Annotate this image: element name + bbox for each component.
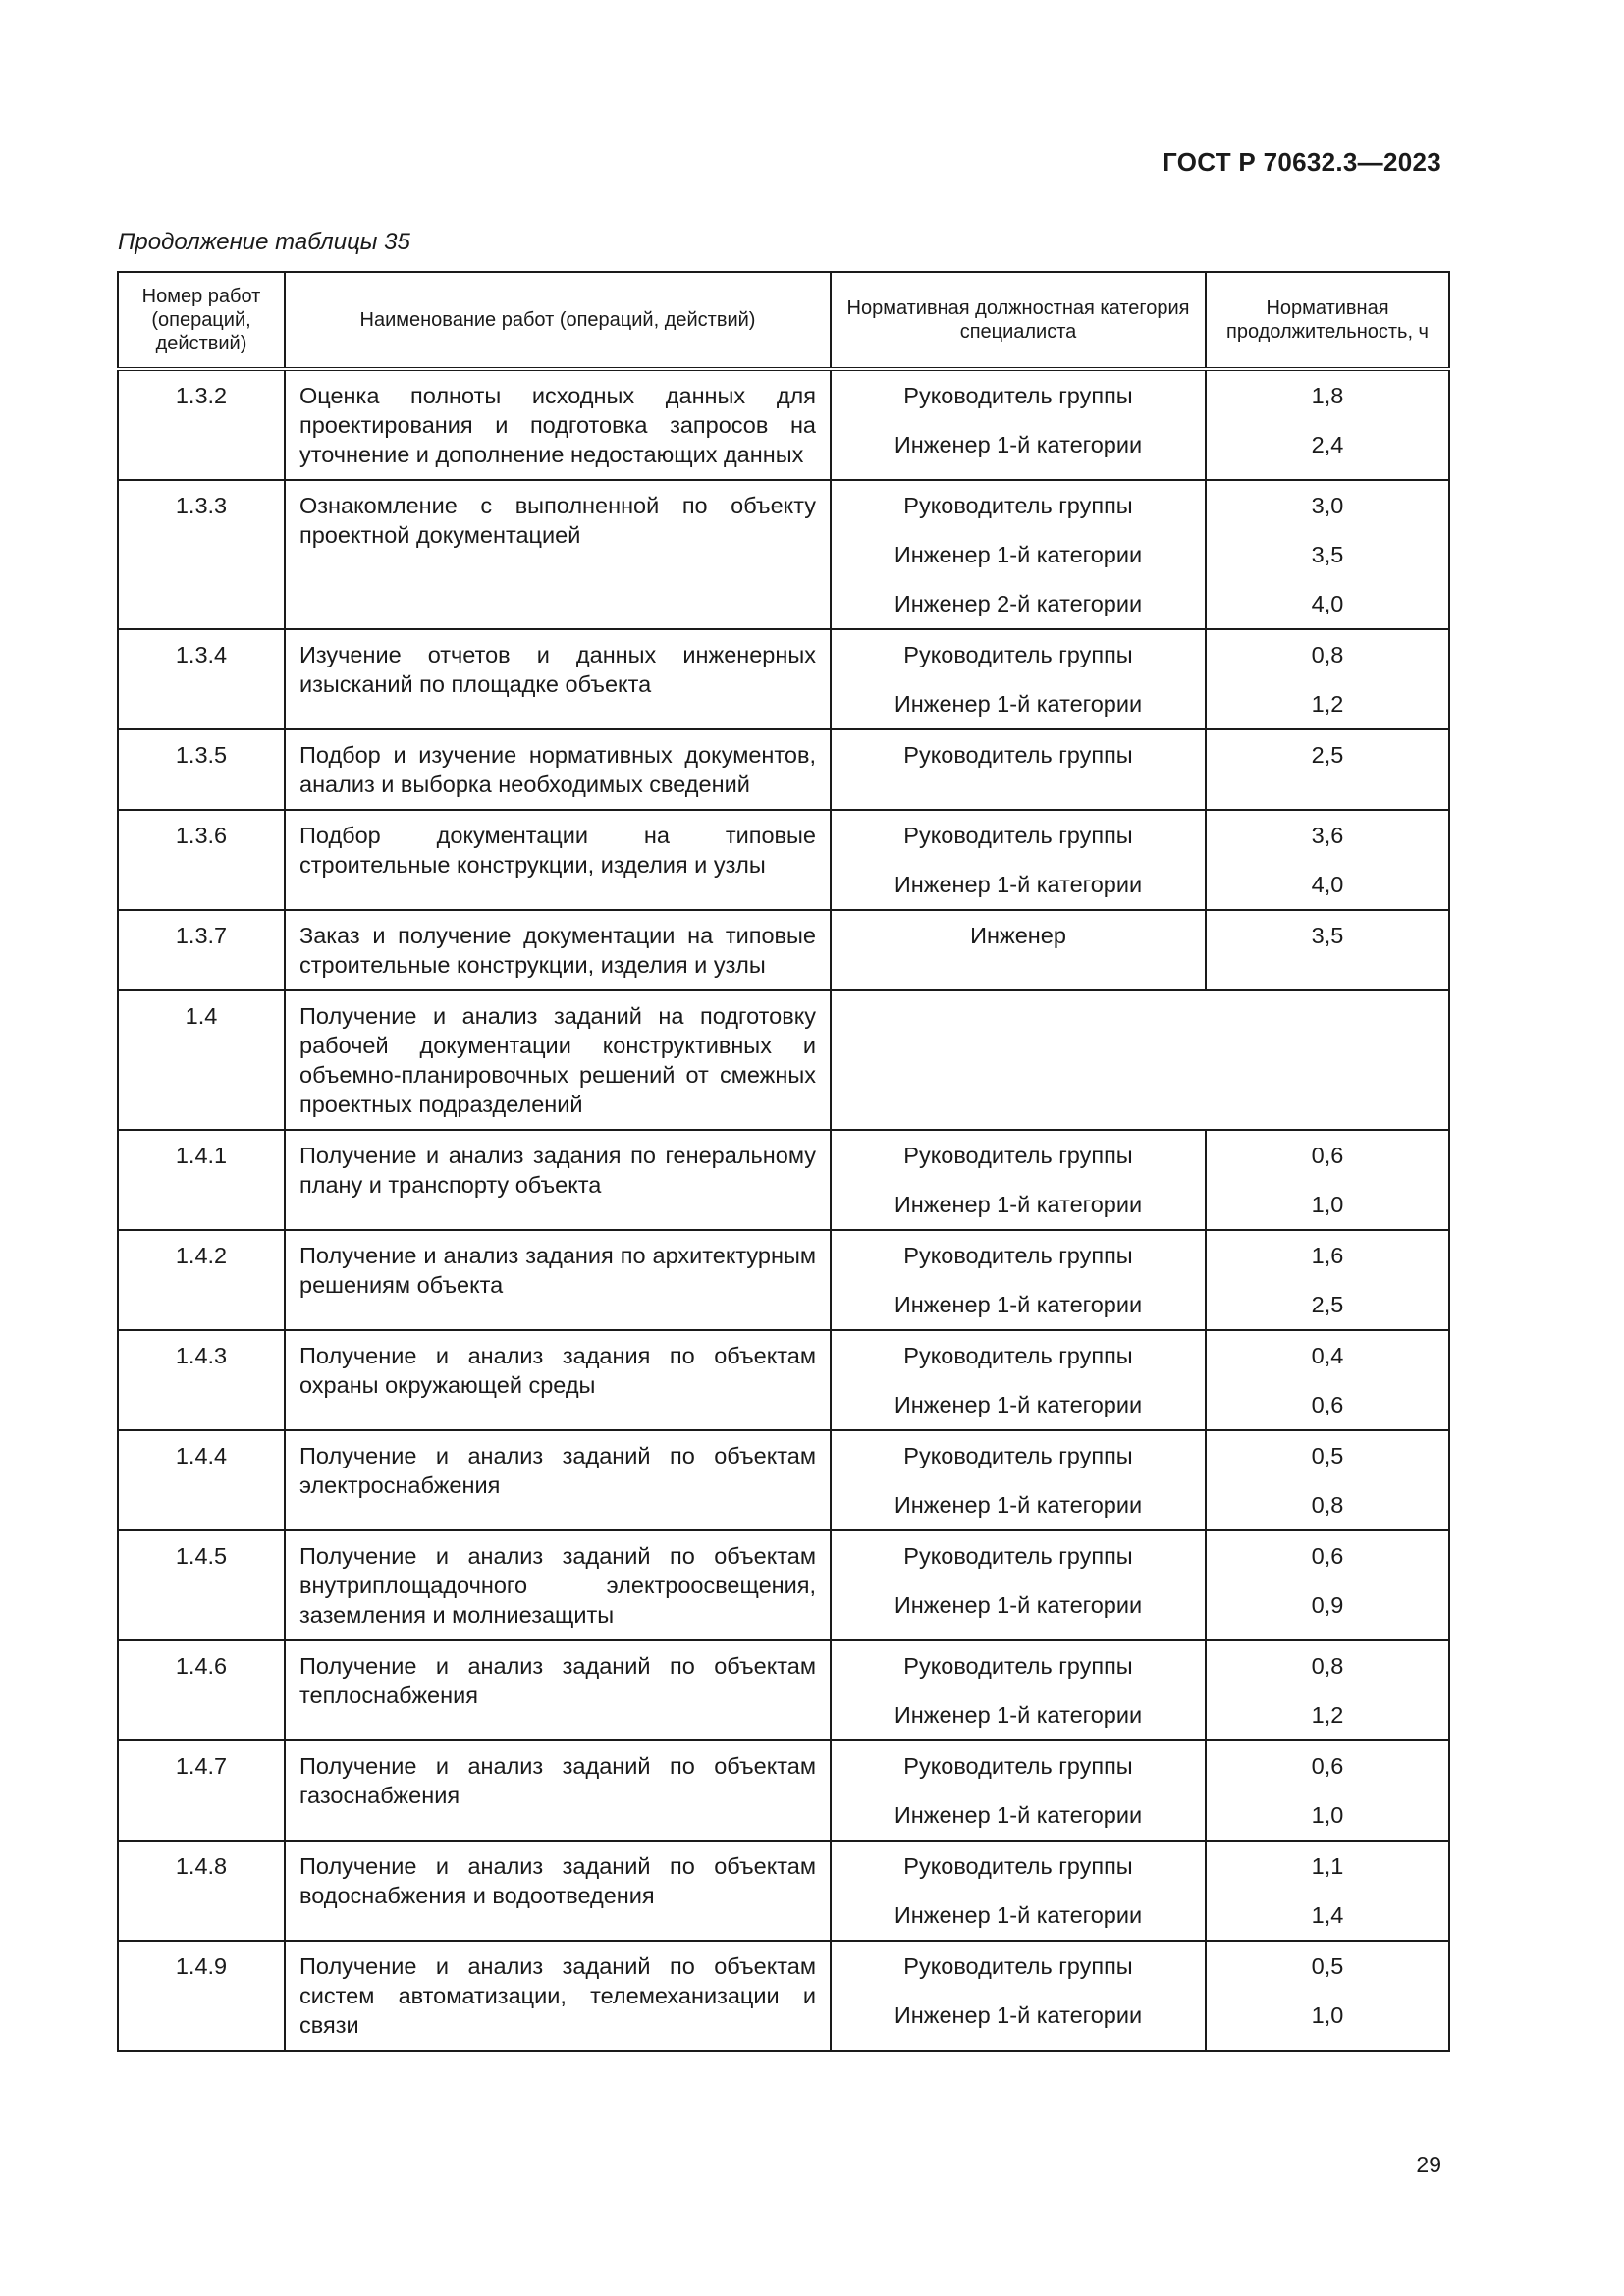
work-number: 1.3.3 [118, 480, 285, 629]
category-cell [831, 1640, 1206, 1740]
work-name: Получение и анализ заданий по объектам систем автоматизации, телемеханизации и связи [285, 1941, 831, 2051]
duration-value: 0,6 [1311, 1143, 1344, 1168]
table-row [118, 810, 1449, 910]
work-name: Получение и анализ заданий по объектам теплоснабжения [285, 1640, 831, 1740]
category-cell [831, 480, 1206, 629]
duration-value: 0,6 [1311, 1543, 1344, 1569]
duration-value: 4,0 [1311, 591, 1344, 616]
duration-cell [1206, 1430, 1449, 1530]
work-number: 1.4.1 [118, 1130, 285, 1230]
table-row [118, 1530, 1449, 1640]
category-cell [831, 1841, 1206, 1941]
work-name: Подбор документации на типовые строительные конструкции, изделия и узлы [285, 810, 831, 910]
duration-value: 1,0 [1311, 2002, 1344, 2028]
duration-value: 2,5 [1311, 1292, 1344, 1317]
duration-cell [1206, 1530, 1449, 1640]
table-row [118, 629, 1449, 729]
work-name: Оценка полноты исходных данных для проектирования и подготовка запросов на уточнение и дополнение недостающих данных [285, 369, 831, 480]
category-cell [831, 1430, 1206, 1530]
specialist-category: Инженер 1-й категории [893, 1292, 1143, 1317]
duration-value: 0,6 [1311, 1753, 1344, 1779]
specialist-category: Инженер 1-й категории [893, 2002, 1143, 2028]
specialist-category: Инженер 1-й категории [893, 691, 1143, 717]
empty-cell [831, 990, 1449, 1130]
duration-value: 1,2 [1311, 691, 1344, 717]
duration-value: 0,8 [1311, 1492, 1344, 1518]
work-number: 1.4.4 [118, 1430, 285, 1530]
specialist-category: Инженер 1-й категории [893, 542, 1143, 567]
work-name: Получение и анализ заданий на подготовку рабочей документации конструктивных и объемно-планировочных решений от смежных проектных подразделений [285, 990, 831, 1130]
specialist-category: Руководитель группы [903, 1653, 1133, 1679]
duration-value: 3,5 [1311, 542, 1344, 567]
specialist-category: Руководитель группы [903, 1543, 1133, 1569]
table-row [118, 1740, 1449, 1841]
specialist-category: Руководитель группы [903, 742, 1133, 768]
table-row [118, 729, 1449, 810]
work-number: 1.4.6 [118, 1640, 285, 1740]
duration-value: 1,4 [1311, 1902, 1344, 1928]
table-row [118, 910, 1449, 990]
table-row [118, 1230, 1449, 1330]
duration-value: 1,6 [1311, 1243, 1344, 1268]
duration-value: 0,5 [1311, 1953, 1344, 1979]
specialist-category: Руководитель группы [903, 642, 1133, 667]
column-header-category: Нормативная должностная категория специалиста [831, 272, 1206, 369]
table-body [118, 369, 1449, 2051]
specialist-category: Руководитель группы [903, 823, 1133, 848]
table-caption: Продолжение таблицы 35 [118, 229, 410, 255]
column-header-name: Наименование работ (операций, действий) [285, 272, 831, 369]
specialist-category: Инженер 1-й категории [893, 1702, 1143, 1728]
duration-cell [1206, 1740, 1449, 1841]
duration-cell [1206, 1130, 1449, 1230]
duration-cell [1206, 1640, 1449, 1740]
duration-cell [1206, 1941, 1449, 2051]
specialist-category: Инженер 1-й категории [893, 1902, 1143, 1928]
duration-cell [1206, 629, 1449, 729]
table-row [118, 1640, 1449, 1740]
table-row [118, 1841, 1449, 1941]
table-row [118, 480, 1449, 629]
specialist-category: Инженер 1-й категории [893, 1192, 1143, 1217]
specialist-category: Руководитель группы [903, 1953, 1133, 1979]
work-name: Получение и анализ заданий по объектам газоснабжения [285, 1740, 831, 1841]
specialist-category: Руководитель группы [903, 1243, 1133, 1268]
work-name: Получение и анализ задания по объектам охраны окружающей среды [285, 1330, 831, 1430]
duration-value: 2,4 [1311, 432, 1344, 457]
category-cell [831, 1330, 1206, 1430]
work-number: 1.4.7 [118, 1740, 285, 1841]
table-row [118, 1330, 1449, 1430]
duration-value: 3,5 [1311, 923, 1344, 948]
work-name: Заказ и получение документации на типовые строительные конструкции, изделия и узлы [285, 910, 831, 990]
column-header-duration: Нормативная продолжительность, ч [1206, 272, 1449, 369]
table-header-row [118, 272, 1449, 369]
duration-value: 1,0 [1311, 1192, 1344, 1217]
work-name: Ознакомление с выполненной по объекту проектной документацией [285, 480, 831, 629]
column-header-num: Номер работ (операций, действий) [118, 272, 285, 369]
category-cell [831, 1230, 1206, 1330]
specialist-category: Руководитель группы [903, 383, 1133, 408]
duration-value: 3,6 [1311, 823, 1344, 848]
duration-value: 0,8 [1311, 1653, 1344, 1679]
table-row [118, 369, 1449, 480]
work-name: Получение и анализ заданий по объектам электроснабжения [285, 1430, 831, 1530]
category-cell [831, 369, 1206, 480]
specialist-category: Руководитель группы [903, 1753, 1133, 1779]
specialist-category: Инженер 1-й категории [893, 1802, 1143, 1828]
duration-value: 0,6 [1311, 1392, 1344, 1417]
work-number: 1.4 [118, 990, 285, 1130]
table-row [118, 1430, 1449, 1530]
work-name: Изучение отчетов и данных инженерных изысканий по площадке объекта [285, 629, 831, 729]
duration-value: 0,5 [1311, 1443, 1344, 1468]
work-number: 1.4.5 [118, 1530, 285, 1640]
specialist-category: Инженер 1-й категории [893, 432, 1143, 457]
duration-cell [1206, 910, 1449, 990]
category-cell [831, 1530, 1206, 1640]
category-cell [831, 910, 1206, 990]
work-number: 1.4.3 [118, 1330, 285, 1430]
work-number: 1.4.8 [118, 1841, 285, 1941]
work-number: 1.3.7 [118, 910, 285, 990]
specialist-category: Инженер 1-й категории [893, 1492, 1143, 1518]
work-name: Подбор и изучение нормативных документов, анализ и выборка необходимых сведений [285, 729, 831, 810]
duration-value: 0,8 [1311, 642, 1344, 667]
specialist-category: Инженер 1-й категории [893, 872, 1143, 897]
work-name: Получение и анализ задания по генеральному плану и транспорту объекта [285, 1130, 831, 1230]
work-number: 1.4.9 [118, 1941, 285, 2051]
duration-value: 1,8 [1311, 383, 1344, 408]
specialist-category: Руководитель группы [903, 1443, 1133, 1468]
work-number: 1.3.2 [118, 369, 285, 480]
category-cell [831, 1740, 1206, 1841]
work-number: 1.3.6 [118, 810, 285, 910]
document-code: ГОСТ Р 70632.3—2023 [1163, 147, 1441, 177]
table-row [118, 990, 1449, 1130]
duration-cell [1206, 729, 1449, 810]
category-cell [831, 729, 1206, 810]
duration-cell [1206, 369, 1449, 480]
duration-cell [1206, 480, 1449, 629]
duration-cell [1206, 1841, 1449, 1941]
duration-cell [1206, 810, 1449, 910]
category-cell [831, 810, 1206, 910]
specialist-category: Инженер 1-й категории [893, 1392, 1143, 1417]
duration-value: 2,5 [1311, 742, 1344, 768]
work-number: 1.4.2 [118, 1230, 285, 1330]
specialist-category: Руководитель группы [903, 1853, 1133, 1879]
specialist-category: Инженер [970, 923, 1066, 948]
duration-value: 1,1 [1311, 1853, 1344, 1879]
specialist-category: Руководитель группы [903, 1143, 1133, 1168]
work-number: 1.3.5 [118, 729, 285, 810]
category-cell [831, 1130, 1206, 1230]
duration-value: 1,0 [1311, 1802, 1344, 1828]
specialist-category: Руководитель группы [903, 1343, 1133, 1368]
duration-value: 1,2 [1311, 1702, 1344, 1728]
specialist-category: Инженер 2-й категории [893, 591, 1143, 616]
duration-value: 0,4 [1311, 1343, 1344, 1368]
duration-cell [1206, 1330, 1449, 1430]
work-name: Получение и анализ задания по архитектурным решениям объекта [285, 1230, 831, 1330]
category-cell [831, 629, 1206, 729]
work-number: 1.3.4 [118, 629, 285, 729]
duration-value: 3,0 [1311, 493, 1344, 518]
table-row [118, 1941, 1449, 2051]
norms-table [117, 271, 1450, 2052]
specialist-category: Руководитель группы [903, 493, 1133, 518]
specialist-category: Инженер 1-й категории [893, 1592, 1143, 1618]
table-row [118, 1130, 1449, 1230]
duration-value: 4,0 [1311, 872, 1344, 897]
category-cell [831, 1941, 1206, 2051]
page-number: 29 [1416, 2152, 1441, 2177]
work-name: Получение и анализ заданий по объектам внутриплощадочного электроосвещения, заземления и молниезащиты [285, 1530, 831, 1640]
duration-value: 0,9 [1311, 1592, 1344, 1618]
duration-cell [1206, 1230, 1449, 1330]
work-name: Получение и анализ заданий по объектам водоснабжения и водоотведения [285, 1841, 831, 1941]
